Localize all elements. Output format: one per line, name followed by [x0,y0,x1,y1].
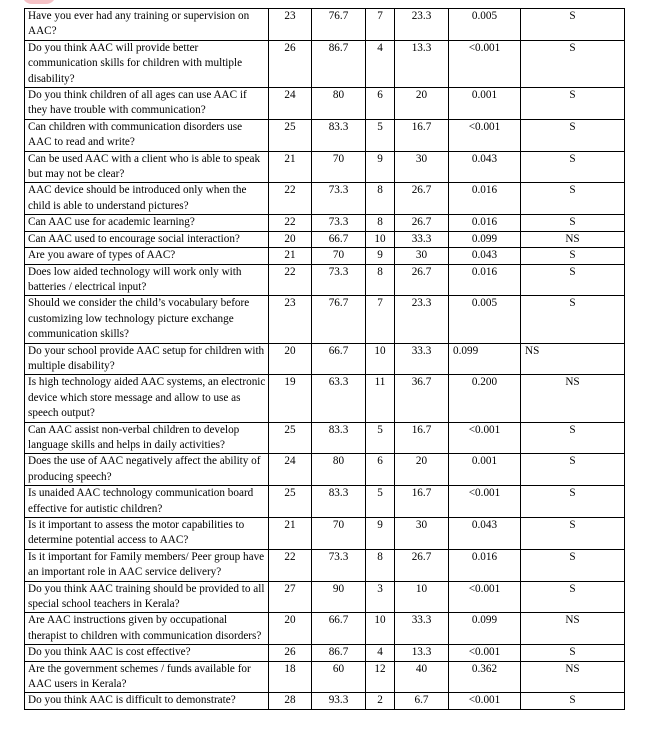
count-yes-cell: 25 [269,486,312,518]
question-cell: Are you aware of types of AAC? [25,248,269,264]
question-cell: Is unaided AAC technology communication board effective for autistic children? [25,486,269,518]
table-row [25,613,625,645]
percent-yes-cell: 83.3 [312,486,366,518]
count-no-cell: 10 [366,613,395,645]
question-cell: Have you ever had any training or supervision on AAC? [25,9,269,41]
p-value-cell: 0.016 [449,183,521,215]
count-yes-cell: 20 [269,231,312,247]
count-yes-cell: 24 [269,454,312,486]
significance-cell: S [521,422,625,454]
question-cell: Do you think AAC is difficult to demonstrate? [25,693,269,709]
question-cell: Is it important for Family members/ Peer group have an important role in AAC service delivery? [25,549,269,581]
percent-no-cell: 30 [395,518,449,550]
percent-no-cell: 26.7 [395,264,449,296]
p-value-cell: 0.016 [449,264,521,296]
count-no-cell: 3 [366,581,395,613]
significance-cell: S [521,151,625,183]
percent-no-cell: 6.7 [395,693,449,709]
count-yes-cell: 22 [269,549,312,581]
percent-yes-cell: 63.3 [312,375,366,422]
percent-no-cell: 20 [395,454,449,486]
percent-yes-cell: 90 [312,581,366,613]
percent-no-cell: 26.7 [395,215,449,231]
survey-table-page [24,8,624,710]
p-value-cell: 0.016 [449,549,521,581]
significance-cell: S [521,264,625,296]
percent-yes-cell: 76.7 [312,296,366,343]
table-row [25,296,625,343]
percent-yes-cell: 73.3 [312,549,366,581]
significance-cell: S [521,183,625,215]
question-cell: Do your school provide AAC setup for children with multiple disability? [25,343,269,375]
question-cell: Is it important to assess the motor capabilities to determine potential access to AAC? [25,518,269,550]
table-row [25,88,625,120]
percent-no-cell: 30 [395,151,449,183]
count-yes-cell: 24 [269,88,312,120]
count-yes-cell: 26 [269,40,312,87]
table-row [25,151,625,183]
question-cell: Can AAC used to encourage social interaction? [25,231,269,247]
table-row [25,343,625,375]
p-value-cell: 0.005 [449,296,521,343]
question-cell: Can children with communication disorders use AAC to read and write? [25,119,269,151]
percent-no-cell: 33.3 [395,343,449,375]
count-yes-cell: 21 [269,518,312,550]
percent-no-cell: 13.3 [395,645,449,661]
count-no-cell: 6 [366,88,395,120]
significance-cell: S [521,518,625,550]
significance-cell: S [521,248,625,264]
significance-cell: S [521,215,625,231]
table-row [25,183,625,215]
table-row [25,375,625,422]
p-value-cell: <0.001 [449,581,521,613]
count-yes-cell: 26 [269,645,312,661]
percent-yes-cell: 86.7 [312,645,366,661]
percent-yes-cell: 83.3 [312,422,366,454]
percent-yes-cell: 83.3 [312,119,366,151]
count-no-cell: 8 [366,215,395,231]
table-row [25,40,625,87]
significance-cell: S [521,693,625,709]
significance-cell: S [521,9,625,41]
count-yes-cell: 21 [269,248,312,264]
table-row [25,119,625,151]
count-yes-cell: 25 [269,422,312,454]
percent-no-cell: 16.7 [395,422,449,454]
table-row [25,215,625,231]
p-value-cell: 0.043 [449,248,521,264]
table-row [25,248,625,264]
significance-cell: NS [521,231,625,247]
p-value-cell: 0.005 [449,9,521,41]
percent-yes-cell: 73.3 [312,264,366,296]
question-cell: Do you think AAC will provide better communication skills for children with multiple disability? [25,40,269,87]
percent-no-cell: 13.3 [395,40,449,87]
percent-no-cell: 20 [395,88,449,120]
count-no-cell: 12 [366,661,395,693]
significance-cell: S [521,486,625,518]
question-cell: Does the use of AAC negatively affect the ability of producing speech? [25,454,269,486]
count-no-cell: 6 [366,454,395,486]
table-row [25,9,625,41]
count-no-cell: 7 [366,9,395,41]
percent-yes-cell: 66.7 [312,343,366,375]
p-value-cell: <0.001 [449,693,521,709]
table-row [25,422,625,454]
percent-yes-cell: 93.3 [312,693,366,709]
percent-yes-cell: 70 [312,518,366,550]
question-cell: Can be used AAC with a client who is able to speak but may not be clear? [25,151,269,183]
table-row [25,693,625,709]
count-no-cell: 9 [366,518,395,550]
significance-cell: NS [521,613,625,645]
significance-cell: S [521,581,625,613]
table-row [25,581,625,613]
count-yes-cell: 22 [269,264,312,296]
table-row [25,454,625,486]
count-no-cell: 4 [366,40,395,87]
count-no-cell: 10 [366,343,395,375]
percent-no-cell: 10 [395,581,449,613]
p-value-cell: <0.001 [449,119,521,151]
significance-cell: NS [521,343,625,375]
p-value-cell: <0.001 [449,40,521,87]
p-value-cell: 0.001 [449,454,521,486]
question-cell: Does low aided technology will work only with batteries / electrical input? [25,264,269,296]
percent-yes-cell: 76.7 [312,9,366,41]
percent-no-cell: 26.7 [395,549,449,581]
count-yes-cell: 21 [269,151,312,183]
count-no-cell: 7 [366,296,395,343]
table-row [25,661,625,693]
percent-yes-cell: 86.7 [312,40,366,87]
question-cell: Are the government schemes / funds available for AAC users in Kerala? [25,661,269,693]
significance-cell: S [521,645,625,661]
percent-yes-cell: 70 [312,151,366,183]
question-cell: Do you think AAC is cost effective? [25,645,269,661]
p-value-cell: <0.001 [449,422,521,454]
percent-yes-cell: 66.7 [312,231,366,247]
percent-yes-cell: 80 [312,88,366,120]
p-value-cell: 0.016 [449,215,521,231]
percent-yes-cell: 80 [312,454,366,486]
count-no-cell: 9 [366,248,395,264]
count-yes-cell: 22 [269,215,312,231]
count-no-cell: 10 [366,231,395,247]
count-no-cell: 8 [366,183,395,215]
percent-no-cell: 36.7 [395,375,449,422]
percent-yes-cell: 60 [312,661,366,693]
question-cell: Are AAC instructions given by occupational therapist to children with communication disorders? [25,613,269,645]
table-row [25,549,625,581]
survey-results-table [24,8,625,710]
count-no-cell: 8 [366,264,395,296]
p-value-cell: 0.043 [449,518,521,550]
count-no-cell: 5 [366,486,395,518]
count-yes-cell: 20 [269,343,312,375]
question-cell: Do you think children of all ages can use AAC if they have trouble with communication? [25,88,269,120]
significance-cell: S [521,296,625,343]
table-body [25,9,625,710]
count-yes-cell: 18 [269,661,312,693]
table-row [25,231,625,247]
table-row [25,518,625,550]
count-yes-cell: 22 [269,183,312,215]
question-cell: AAC device should be introduced only when the child is able to understand pictures? [25,183,269,215]
p-value-cell: 0.001 [449,88,521,120]
count-yes-cell: 23 [269,296,312,343]
significance-cell: S [521,40,625,87]
percent-yes-cell: 70 [312,248,366,264]
count-no-cell: 11 [366,375,395,422]
count-yes-cell: 25 [269,119,312,151]
significance-cell: S [521,88,625,120]
p-value-cell: 0.099 [449,613,521,645]
percent-no-cell: 16.7 [395,486,449,518]
count-no-cell: 4 [366,645,395,661]
count-yes-cell: 20 [269,613,312,645]
table-row [25,645,625,661]
percent-no-cell: 33.3 [395,613,449,645]
percent-yes-cell: 66.7 [312,613,366,645]
percent-no-cell: 26.7 [395,183,449,215]
p-value-cell: 0.200 [449,375,521,422]
question-cell: Can AAC assist non-verbal children to develop language skills and helps in daily activities? [25,422,269,454]
percent-yes-cell: 73.3 [312,183,366,215]
significance-cell: NS [521,375,625,422]
percent-yes-cell: 73.3 [312,215,366,231]
highlight-mark [22,0,56,4]
percent-no-cell: 16.7 [395,119,449,151]
count-no-cell: 8 [366,549,395,581]
count-yes-cell: 27 [269,581,312,613]
p-value-cell: <0.001 [449,486,521,518]
p-value-cell: 0.362 [449,661,521,693]
question-cell: Is high technology aided AAC systems, an electronic device which store message and allow to use as speech output? [25,375,269,422]
significance-cell: NS [521,661,625,693]
percent-no-cell: 23.3 [395,9,449,41]
percent-no-cell: 23.3 [395,296,449,343]
significance-cell: S [521,119,625,151]
significance-cell: S [521,454,625,486]
question-cell: Can AAC use for academic learning? [25,215,269,231]
count-no-cell: 5 [366,119,395,151]
count-no-cell: 2 [366,693,395,709]
table-row [25,264,625,296]
table-row [25,486,625,518]
p-value-cell: 0.099 [449,231,521,247]
count-no-cell: 5 [366,422,395,454]
p-value-cell: <0.001 [449,645,521,661]
count-yes-cell: 19 [269,375,312,422]
question-cell: Do you think AAC training should be provided to all special school teachers in Kerala? [25,581,269,613]
count-yes-cell: 28 [269,693,312,709]
count-yes-cell: 23 [269,9,312,41]
percent-no-cell: 30 [395,248,449,264]
percent-no-cell: 40 [395,661,449,693]
significance-cell: S [521,549,625,581]
p-value-cell: 0.099 [449,343,521,375]
percent-no-cell: 33.3 [395,231,449,247]
question-cell: Should we consider the child’s vocabulary before customizing low technology picture exchange communication skills? [25,296,269,343]
p-value-cell: 0.043 [449,151,521,183]
count-no-cell: 9 [366,151,395,183]
